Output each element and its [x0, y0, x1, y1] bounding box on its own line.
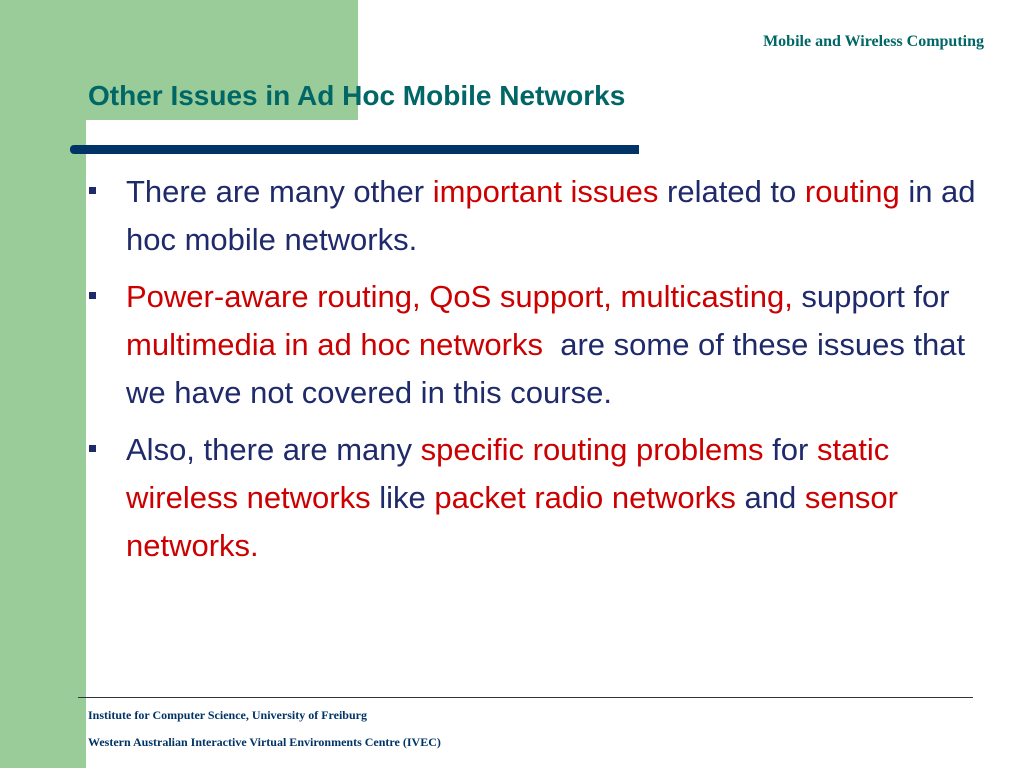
square-bullet-icon — [89, 445, 96, 452]
bullet-run-highlight: routing — [804, 174, 900, 209]
title-underline — [70, 145, 639, 154]
slide-title: Other Issues in Ad Hoc Mobile Networks — [88, 80, 626, 111]
bullet-run-highlight: Power-aware routing, QoS support, multicasting, — [126, 279, 793, 314]
bullet-run: in ad hoc mobile networks. — [126, 174, 976, 257]
square-bullet-icon — [89, 292, 96, 299]
footer-institute: Institute for Computer Science, University of Freiburg — [88, 708, 367, 722]
bullet-run: There are many other — [126, 174, 433, 209]
bullet-run: and — [735, 480, 805, 515]
course-header: Mobile and Wireless Computing — [763, 33, 984, 50]
bullet-item-2 — [84, 273, 989, 417]
bullet-run-highlight: static wireless networks — [126, 432, 890, 515]
bullet-run: like — [370, 480, 435, 515]
bullet-run-highlight: specific routing problems — [420, 432, 764, 467]
footer-divider — [78, 697, 973, 698]
bullet-run-highlight: sensor networks. — [126, 480, 898, 563]
bullet-run: Also, there are many — [126, 432, 421, 467]
bullet-item-3 — [84, 426, 989, 570]
bullet-run-highlight: multimedia in ad hoc networks — [126, 327, 543, 362]
bullet-run: for — [763, 432, 817, 467]
bullet-run-highlight: important issues — [432, 174, 659, 209]
bullet-list — [84, 168, 989, 579]
bullet-run: are some of these issues that we have not covered in this course. — [126, 327, 974, 410]
footer-centre: Western Australian Interactive Virtual Environments Centre (IVEC) — [88, 735, 441, 749]
bullet-run-highlight: packet radio networks — [434, 480, 736, 515]
bullet-item-1 — [84, 168, 989, 264]
square-bullet-icon — [89, 187, 96, 194]
bullet-run: support for — [792, 279, 950, 314]
bullet-run: related to — [658, 174, 805, 209]
